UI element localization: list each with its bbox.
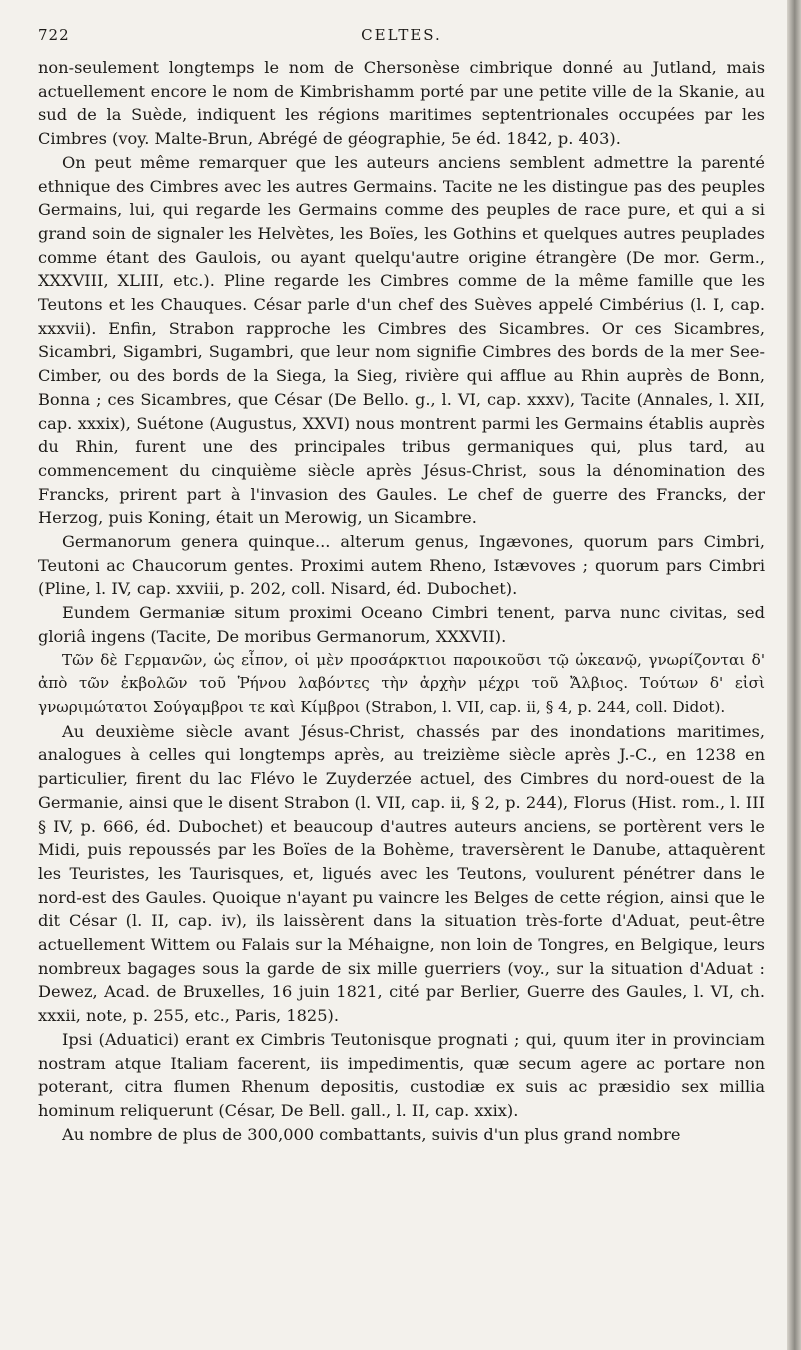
- paragraph-migration: Au deuxième siècle avant Jésus-Christ, chassés par des inondations maritimes, analogues à celles qui longtemps après, au treizième siècle après J.-C., en 1238 en particulier, firent du lac Flévo le Zuyderzée actuel, des Cimbres du nord-ouest de la Germanie, ainsi que le disent Strabon (l. VII, cap. ii, § 2, p. 244), Florus (Hist. rom., l. III § IV, p. 666, éd. Dubochet) et beaucoup d'autres auteurs anciens, se portèrent vers le Midi, puis repoussés par les Boïes de la Bohème, traversèrent le Danube, attaquèrent les Teuristes, les Taurisques, et, ligués avec les Teutons, voulurent pénétrer dans le nord-est des Gaules. Quoique n'ayant pu vaincre les Belges de cette région, ainsi que le dit César (l. II, cap. iv), ils laissèrent dans la situation très-forte d'Aduat, peut-être actuellement Wittem ou Falais sur la Méhaigne, non loin de Tongres, en Belgique, leurs nombreux bagages sous la garde de six mille guerriers (voy., sur la situation d'Aduat : Dewez, Acad. de Bruxelles, 16 juin 1821, cité par Berlier, Guerre des Gaules, l. VI, ch. xxxii, note, p. 255, etc., Paris, 1825).: [38, 721, 765, 1026]
- quote-strabon-greek: Τῶν δὲ Γερμανῶν, ὡς εἶπον, οἱ μὲν προσάρκτιοι παροικοῦσι τῷ ὠκεανῷ, γνωρίζονται δ' ἀπὸ τῶν ἐκβολῶν τοῦ Ῥήνου λαβόντες τὴν ἀρχὴν μέχρι τοῦ Ἄλβιος. Τούτων δ' εἰσὶ γνωριμώτατοι Σούγαμβροι τε καὶ Κίμβροι (Strabon, l. VII, cap. ii, § 4, p. 244, coll. Didot).: [38, 650, 765, 716]
- quote-tacite: Eundem Germaniæ situm proximi Oceano Cimbri tenent, parva nunc civitas, sed gloriâ ingens (Tacite, De moribus Germanorum, XXXVII).: [38, 603, 765, 646]
- running-title: CELTES.: [361, 26, 442, 44]
- quote-cesar: Ipsi (Aduatici) erant ex Cimbris Teutonisque prognati ; qui, quum iter in provinciam nostram atque Italiam facerent, iis impedimentis, quæ secum agere ac portare non poterant, citra flumen Rhenum depositis, custodiæ ex suis ac præsidio sex millia hominum reliquerunt (César, De Bell. gall., l. II, cap. xxix).: [38, 1029, 765, 1120]
- paragraph-continuation: non-seulement longtemps le nom de Chersonèse cimbrique donné au Jutland, mais actuellement encore le nom de Kimbrishamm porté par une petite ville de la Skanie, au sud de la Suède, indiquent les régions maritimes septentrionales occupées par les Cimbres (voy. Malte-Brun, Abrégé de géographie, 5e éd. 1842, p. 403).: [38, 58, 765, 149]
- paragraph-ethnic-kinship: On peut même remarquer que les auteurs anciens semblent admettre la parenté ethnique des Cimbres avec les autres Germains. Tacite ne les distingue pas des peuples Germains, lui, qui regarde les Germains comme des peuples de race pure, et qui a si grand soin de signaler les Helvètes, les Boïes, les Gothins et quelques autres peuplades comme étant des Gaulois, ou ayant quelqu'autre origine étrangère (De mor. Germ., XXXVIII, XLIII, etc.). Pline regarde les Cimbres comme de la même famille que les Teutons et les Chauques. César parle d'un chef des Suèves appelé Cimbérius (l. I, cap. xxxvii). Enfin, Strabon rapproche les Cimbres des Sicambres. Or ces Sicambres, Sicambri, Sigambri, Sugambri, que leur nom signifie Cimbres des bords de la mer See-Cimber, ou des bords de la Siega, la Sieg, rivière qui afflue au Rhin auprès de Bonn, Bonna ; ces Sicambres, que César (De Bello. g., l. VI, cap. xxxv), Tacite (Annales, l. XII, cap. xxxix), Suétone (Augustus, XXVI) nous montrent parmi les Germains établis auprès du Rhin, furent une des principales tribus germaniques qui, plus tard, au commencement du cinquième siècle après Jésus-Christ, sous la dénomination des Francks, prirent part à l'invasion des Gaules. Le chef de guerre des Francks, der Herzog, puis Koning, était un Merowig, un Sicambre.: [38, 152, 765, 528]
- quote-pline: Germanorum genera quinque... alterum genus, Ingævones, quorum pars Cimbri, Teutoni ac Chaucorum gentes. Proximi autem Rheno, Istævoves ; quorum pars Cimbri (Pline, l. IV, cap. xxviii, p. 202, coll. Nisard, éd. Dubochet).: [38, 532, 765, 599]
- running-head: [38, 26, 765, 56]
- page-number: 722: [38, 26, 70, 44]
- page-edge-shadow: [787, 0, 801, 1350]
- paragraph-last-line: Au nombre de plus de 300,000 combattants, suivis d'un plus grand nombre: [62, 1124, 681, 1144]
